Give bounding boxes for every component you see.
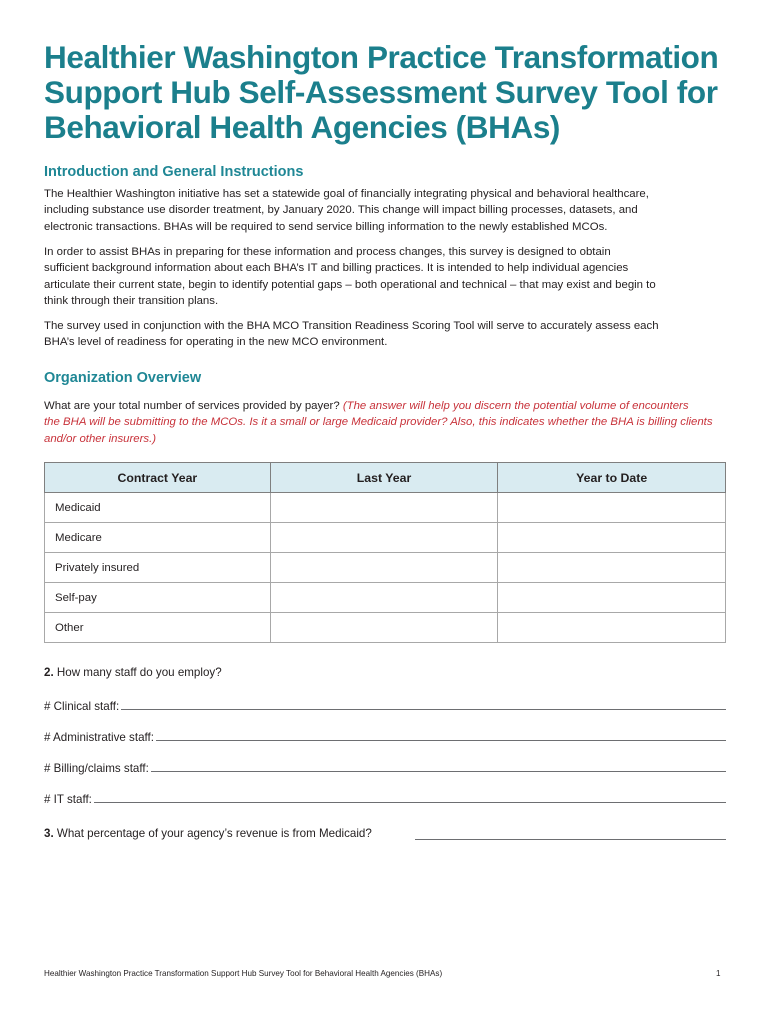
last-year-cell[interactable] [270,613,498,643]
last-year-cell[interactable] [270,493,498,523]
payer-label: Privately insured [45,553,271,583]
billing-staff-field[interactable] [44,759,726,775]
administrative-staff-field[interactable] [44,728,726,744]
it-staff-label: # IT staff: [44,793,92,806]
intro-paragraph-3 [44,318,728,351]
payer-label: Other [45,613,271,643]
page-number: 1 [716,969,721,978]
question-3-number: 3. [44,827,54,840]
clinical-staff-label: # Clinical staff: [44,700,120,713]
header-contract-year: Contract Year [45,463,271,493]
intro-paragraph-2 [44,244,728,310]
year-to-date-cell[interactable] [498,613,726,643]
payer-label: Medicare [45,523,271,553]
payer-label: Self-pay [45,583,271,613]
year-to-date-cell[interactable] [498,493,726,523]
clinical-staff-field[interactable] [44,697,726,713]
question-1-hint-line-3: and/or other insurers.) [44,432,157,445]
medicaid-revenue-input-line[interactable] [415,839,726,840]
question-1-line-1 [44,398,728,414]
last-year-cell[interactable] [270,523,498,553]
organization-heading: Organization Overview [44,370,202,386]
last-year-cell[interactable] [270,583,498,613]
question-1-hint-line-2: the BHA will be submitting to the MCOs. Is it a small or large Medicaid provider? Also, this indicates whether the BHA is billing clients [44,416,713,429]
title-line-3: Behavioral Health Agencies (BHAs) [44,109,561,145]
question-2-number: 2. [44,666,54,679]
billing-staff-input-line[interactable] [151,761,726,772]
administrative-staff-input-line[interactable] [156,730,726,741]
administrative-staff-label: # Administrative staff: [44,731,154,744]
it-staff-input-line[interactable] [94,792,726,803]
question-1 [44,398,728,447]
intro-paragraph-1 [44,186,728,235]
year-to-date-cell[interactable] [498,523,726,553]
year-to-date-cell[interactable] [498,553,726,583]
intro-p2-line: articulate their current state, begin to identify potential gaps – both operational and technical – that may exist and begin to [44,278,656,291]
question-2-text: How many staff do you employ? [53,666,222,679]
table-row [45,613,726,643]
table-header-row [45,463,726,493]
it-staff-field[interactable] [44,790,726,806]
intro-p1-line: electronic transactions. BHAs will be required to send service billing information to the newly established MCOs. [44,220,608,233]
header-last-year: Last Year [270,463,498,493]
document-title [44,40,734,145]
year-to-date-cell[interactable] [498,583,726,613]
services-by-payer-table [44,462,726,643]
footer-text: Healthier Washington Practice Transformation Support Hub Survey Tool for Behavioral Health Agencies (BHAs) [44,969,443,978]
intro-p2-line: think through their transition plans. [44,295,219,308]
table-row [45,583,726,613]
question-2 [44,666,222,679]
table-row [45,523,726,553]
intro-heading: Introduction and General Instructions [44,164,304,180]
payer-label: Medicaid [45,493,271,523]
question-1-text: What are your total number of services provided by payer? [44,400,343,412]
table-row [45,553,726,583]
last-year-cell[interactable] [270,553,498,583]
clinical-staff-input-line[interactable] [121,699,726,710]
question-3-text: What percentage of your agency’s revenue is from Medicaid? [53,827,372,840]
table-row [45,493,726,523]
intro-p2-line: In order to assist BHAs in preparing for these information and process changes, this survey is designed to obtain [44,246,611,258]
question-1-hint: (The answer will help you discern the potential volume of encounters [342,400,689,412]
question-3 [44,827,372,840]
header-year-to-date: Year to Date [498,463,726,493]
title-line-2: Support Hub Self-Assessment Survey Tool for [44,74,718,110]
intro-p1-line: including substance use disorder treatment, by January 2020. This change will impact billing processes, datasets, and [44,204,638,217]
intro-p2-line: sufficient background information about each BHA’s IT and billing practices. It is intended to help individual agencies [44,262,629,275]
title-line-1: Healthier Washington Practice Transformation [44,39,719,75]
billing-staff-label: # Billing/claims staff: [44,762,149,775]
intro-p3-line: The survey used in conjunction with the BHA MCO Transition Readiness Scoring Tool will serve to accurately assess each [44,320,659,332]
intro-p3-line: BHA’s level of readiness for operating in the new MCO environment. [44,336,388,349]
intro-p1-line: The Healthier Washington initiative has set a statewide goal of financially integrating physical and behavioral healthcare, [44,188,649,200]
